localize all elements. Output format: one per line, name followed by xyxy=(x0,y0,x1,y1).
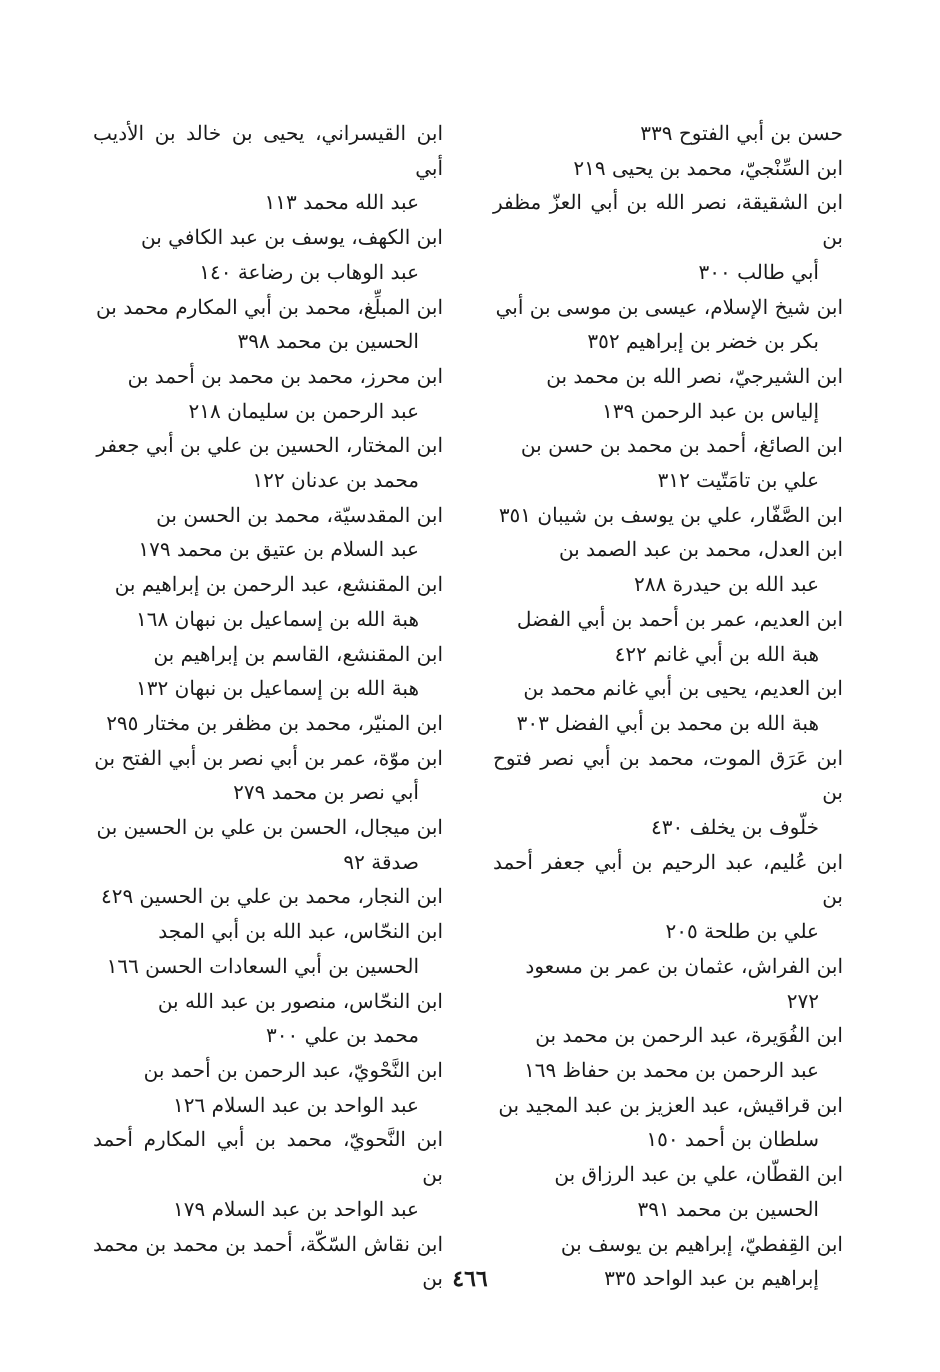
entry-heading-line: ابن عُليم، عبد الرحيم بن أبي جعفر أحمد بن xyxy=(493,849,843,909)
entry-heading-line: ابن النجار، محمد بن علي بن الحسين ٤٢٩ xyxy=(100,884,443,909)
left-column xyxy=(93,116,443,1296)
index-entry xyxy=(493,185,843,289)
entry-heading-line: ابن العدل، محمد بن عبد الصمد بن xyxy=(558,537,843,562)
entry-heading-line: ابن موّة، عمر بن أبي نصر بن أبي الفتح بن xyxy=(94,745,443,770)
index-entry xyxy=(493,151,843,186)
entry-heading-line: ابن المبلِّغ، محمد بن أبي المكارم محمد بن xyxy=(96,294,443,319)
index-entry xyxy=(493,949,843,1018)
index-entry xyxy=(93,290,443,359)
entry-continuation-line: هبة الله بن أبي غانم ٤٢٢ xyxy=(614,641,819,666)
entry-heading-line: ابن المقنشع، عبد الرحمن بن إبراهيم بن xyxy=(114,572,443,597)
entry-heading-line: ابن محرز، محمد بن محمد بن أحمد بن xyxy=(127,363,443,388)
index-entry xyxy=(93,1122,443,1226)
entry-continuation-line: إبراهيم بن عبد الواحد ٣٣٥ xyxy=(604,1266,819,1291)
entry-heading-line: ابن نقاش السّكّة، أحمد بن محمد بن محمد بن xyxy=(93,1231,443,1291)
index-entry xyxy=(93,428,443,497)
entry-heading-line: ابن شيخ الإسلام، عيسى بن موسى بن أبي xyxy=(495,294,843,319)
entry-heading-line: ابن القِفطيّ، إبراهيم بن يوسف بن xyxy=(560,1231,843,1256)
entry-continuation-line: عبد الرحمن بن محمد بن حفاظ ١٦٩ xyxy=(523,1057,819,1082)
entry-continuation-line: عبد الرحمن بن سليمان ٢١٨ xyxy=(188,398,419,423)
entry-continuation-line: أبي طالب ٣٠٠ xyxy=(698,259,819,284)
entry-heading-line: ابن العديم، يحيى بن أبي غانم محمد بن xyxy=(523,676,843,701)
entry-heading-line: ابن المقدسيّة، محمد بن الحسن بن xyxy=(156,502,443,527)
entry-heading-line: ابن النحّاس، عبد الله بن أبي المجد xyxy=(158,919,443,944)
entry-continuation-line: هبة الله بن محمد بن أبي الفضل ٣٠٣ xyxy=(516,710,819,735)
entry-continuation-line: عبد الله محمد ١١٣ xyxy=(264,190,419,215)
index-entry xyxy=(93,359,443,428)
index-entry xyxy=(93,220,443,289)
entry-heading-line: ابن الصَّفّار، علي بن يوسف بن شيبان ٣٥١ xyxy=(498,502,843,527)
index-entry xyxy=(93,637,443,706)
entry-heading-line: ابن الفُوَيرة، عبد الرحمن بن محمد بن xyxy=(535,1023,843,1048)
entry-continuation-line: عبد الوهاب بن رضاعة ١٤٠ xyxy=(199,259,419,284)
entry-continuation-line: الحسين بن محمد ٣٩١ xyxy=(637,1196,819,1221)
entry-heading-line: ابن القطّان، علي بن عبد الرزاق بن xyxy=(554,1162,843,1187)
index-entry xyxy=(93,879,443,914)
entry-heading-line: ابن السِّنْجيّ، محمد بن يحيى ٢١٩ xyxy=(573,155,843,180)
entry-heading-line: ابن الفراش، عثمان بن عمر بن مسعود xyxy=(525,953,843,978)
entry-continuation-line: سلطان بن أحمد ١٥٠ xyxy=(646,1127,819,1152)
index-entry xyxy=(93,810,443,879)
entry-heading-line: حسن بن أبي الفتوح ٣٣٩ xyxy=(640,121,843,145)
index-entry xyxy=(493,671,843,740)
index-entry xyxy=(493,1088,843,1157)
entry-continuation-line: محمد بن عدنان ١٢٢ xyxy=(252,468,419,493)
entry-heading-line: ابن المختار، الحسين بن علي بن أبي جعفر xyxy=(96,433,443,458)
entry-continuation-line: عبد السلام بن عتيق بن محمد ١٧٩ xyxy=(138,537,419,562)
index-entry xyxy=(93,706,443,741)
entry-heading-line: ابن المقنشع، القاسم بن إبراهيم بن xyxy=(153,641,443,666)
entry-continuation-line: عبد الله بن حيدرة ٢٨٨ xyxy=(634,572,819,597)
index-entry xyxy=(493,428,843,497)
entry-heading-line: ابن القيسراني، يحيى بن خالد بن الأديب أبي xyxy=(93,121,443,180)
entry-heading-line: ابن النَّحْويّ، عبد الرحمن بن أحمد بن xyxy=(143,1057,443,1082)
entry-continuation-line: محمد بن علي ٣٠٠ xyxy=(265,1023,419,1048)
right-column xyxy=(493,116,843,1296)
entry-continuation-line: عبد الواحد بن عبد السلام ١٢٦ xyxy=(173,1092,419,1117)
entry-heading-line: ابن الشيرجيّ، نصر الله بن محمد بن xyxy=(546,363,843,388)
index-entry xyxy=(93,498,443,567)
entry-continuation-line: الحسين بن محمد ٣٩٨ xyxy=(237,329,419,354)
entry-heading-line: ابن العديم، عمر بن أحمد بن أبي الفضل xyxy=(516,606,843,631)
index-entry xyxy=(493,498,843,533)
entry-heading-line: ابن النَّحويّ، محمد بن أبي المكارم أحمد بن xyxy=(93,1127,443,1187)
entry-continuation-line: ٢٧٢ xyxy=(786,988,819,1013)
index-entry xyxy=(93,914,443,983)
entry-continuation-line: عبد الواحد بن عبد السلام ١٧٩ xyxy=(173,1196,419,1221)
entry-heading-line: ابن المنيّر، محمد بن مظفر بن مختار ٢٩٥ xyxy=(106,710,443,735)
entry-continuation-line: علي بن طلحة ٢٠٥ xyxy=(665,919,819,944)
index-entry xyxy=(93,741,443,810)
entry-continuation-line: أبي نصر بن محمد ٢٧٩ xyxy=(233,780,419,805)
index-entry xyxy=(493,602,843,671)
entry-heading-line: ابن قراقيش، عبد العزيز بن عبد المجيد بن xyxy=(498,1092,843,1117)
page-number: ٤٦٦ xyxy=(452,1266,488,1292)
index-entry xyxy=(493,290,843,359)
entry-continuation-line: بكر بن خضر بن إبراهيم ٣٥٢ xyxy=(587,329,819,354)
index-entry xyxy=(93,116,443,220)
index-entry xyxy=(93,1053,443,1122)
index-entry xyxy=(493,741,843,845)
index-entry xyxy=(493,1157,843,1226)
entry-heading-line: ابن الشقيقة، نصر الله بن أبي العزّ مظفر بن xyxy=(493,190,843,250)
index-entry xyxy=(93,567,443,636)
entry-heading-line: ابن عَرَق الموت، محمد بن أبي نصر فتوح بن xyxy=(493,745,843,805)
entry-heading-line: ابن ميجال، الحسن بن علي بن الحسين بن xyxy=(96,815,443,840)
entry-continuation-line: صدقة ٩٢ xyxy=(343,849,419,874)
index-entry xyxy=(93,984,443,1053)
index-entry xyxy=(493,116,843,151)
entry-continuation-line: هبة الله بن إسماعيل بن نبهان ١٣٢ xyxy=(136,676,419,701)
entry-continuation-line: خلّوف بن يخلف ٤٣٠ xyxy=(651,815,819,840)
entry-heading-line: ابن النحّاس، منصور بن عبد الله بن xyxy=(157,988,443,1013)
index-entry xyxy=(493,845,843,949)
entry-heading-line: ابن الكهف، يوسف بن عبد الكافي بن xyxy=(141,225,443,250)
entry-continuation-line: إلياس بن عبد الرحمن ١٣٩ xyxy=(602,398,819,423)
entry-heading-line: ابن الصائغ، أحمد بن محمد بن حسن بن xyxy=(520,433,843,458)
index-entry xyxy=(493,1018,843,1087)
index-entry xyxy=(493,532,843,601)
entry-continuation-line: الحسين بن أبي السعادات الحسن ١٦٦ xyxy=(106,953,419,978)
entry-continuation-line: هبة الله بن إسماعيل بن نبهان ١٦٨ xyxy=(136,606,419,631)
entry-continuation-line: علي بن تامَتّيت ٣١٢ xyxy=(657,468,819,493)
index-entry xyxy=(493,359,843,428)
